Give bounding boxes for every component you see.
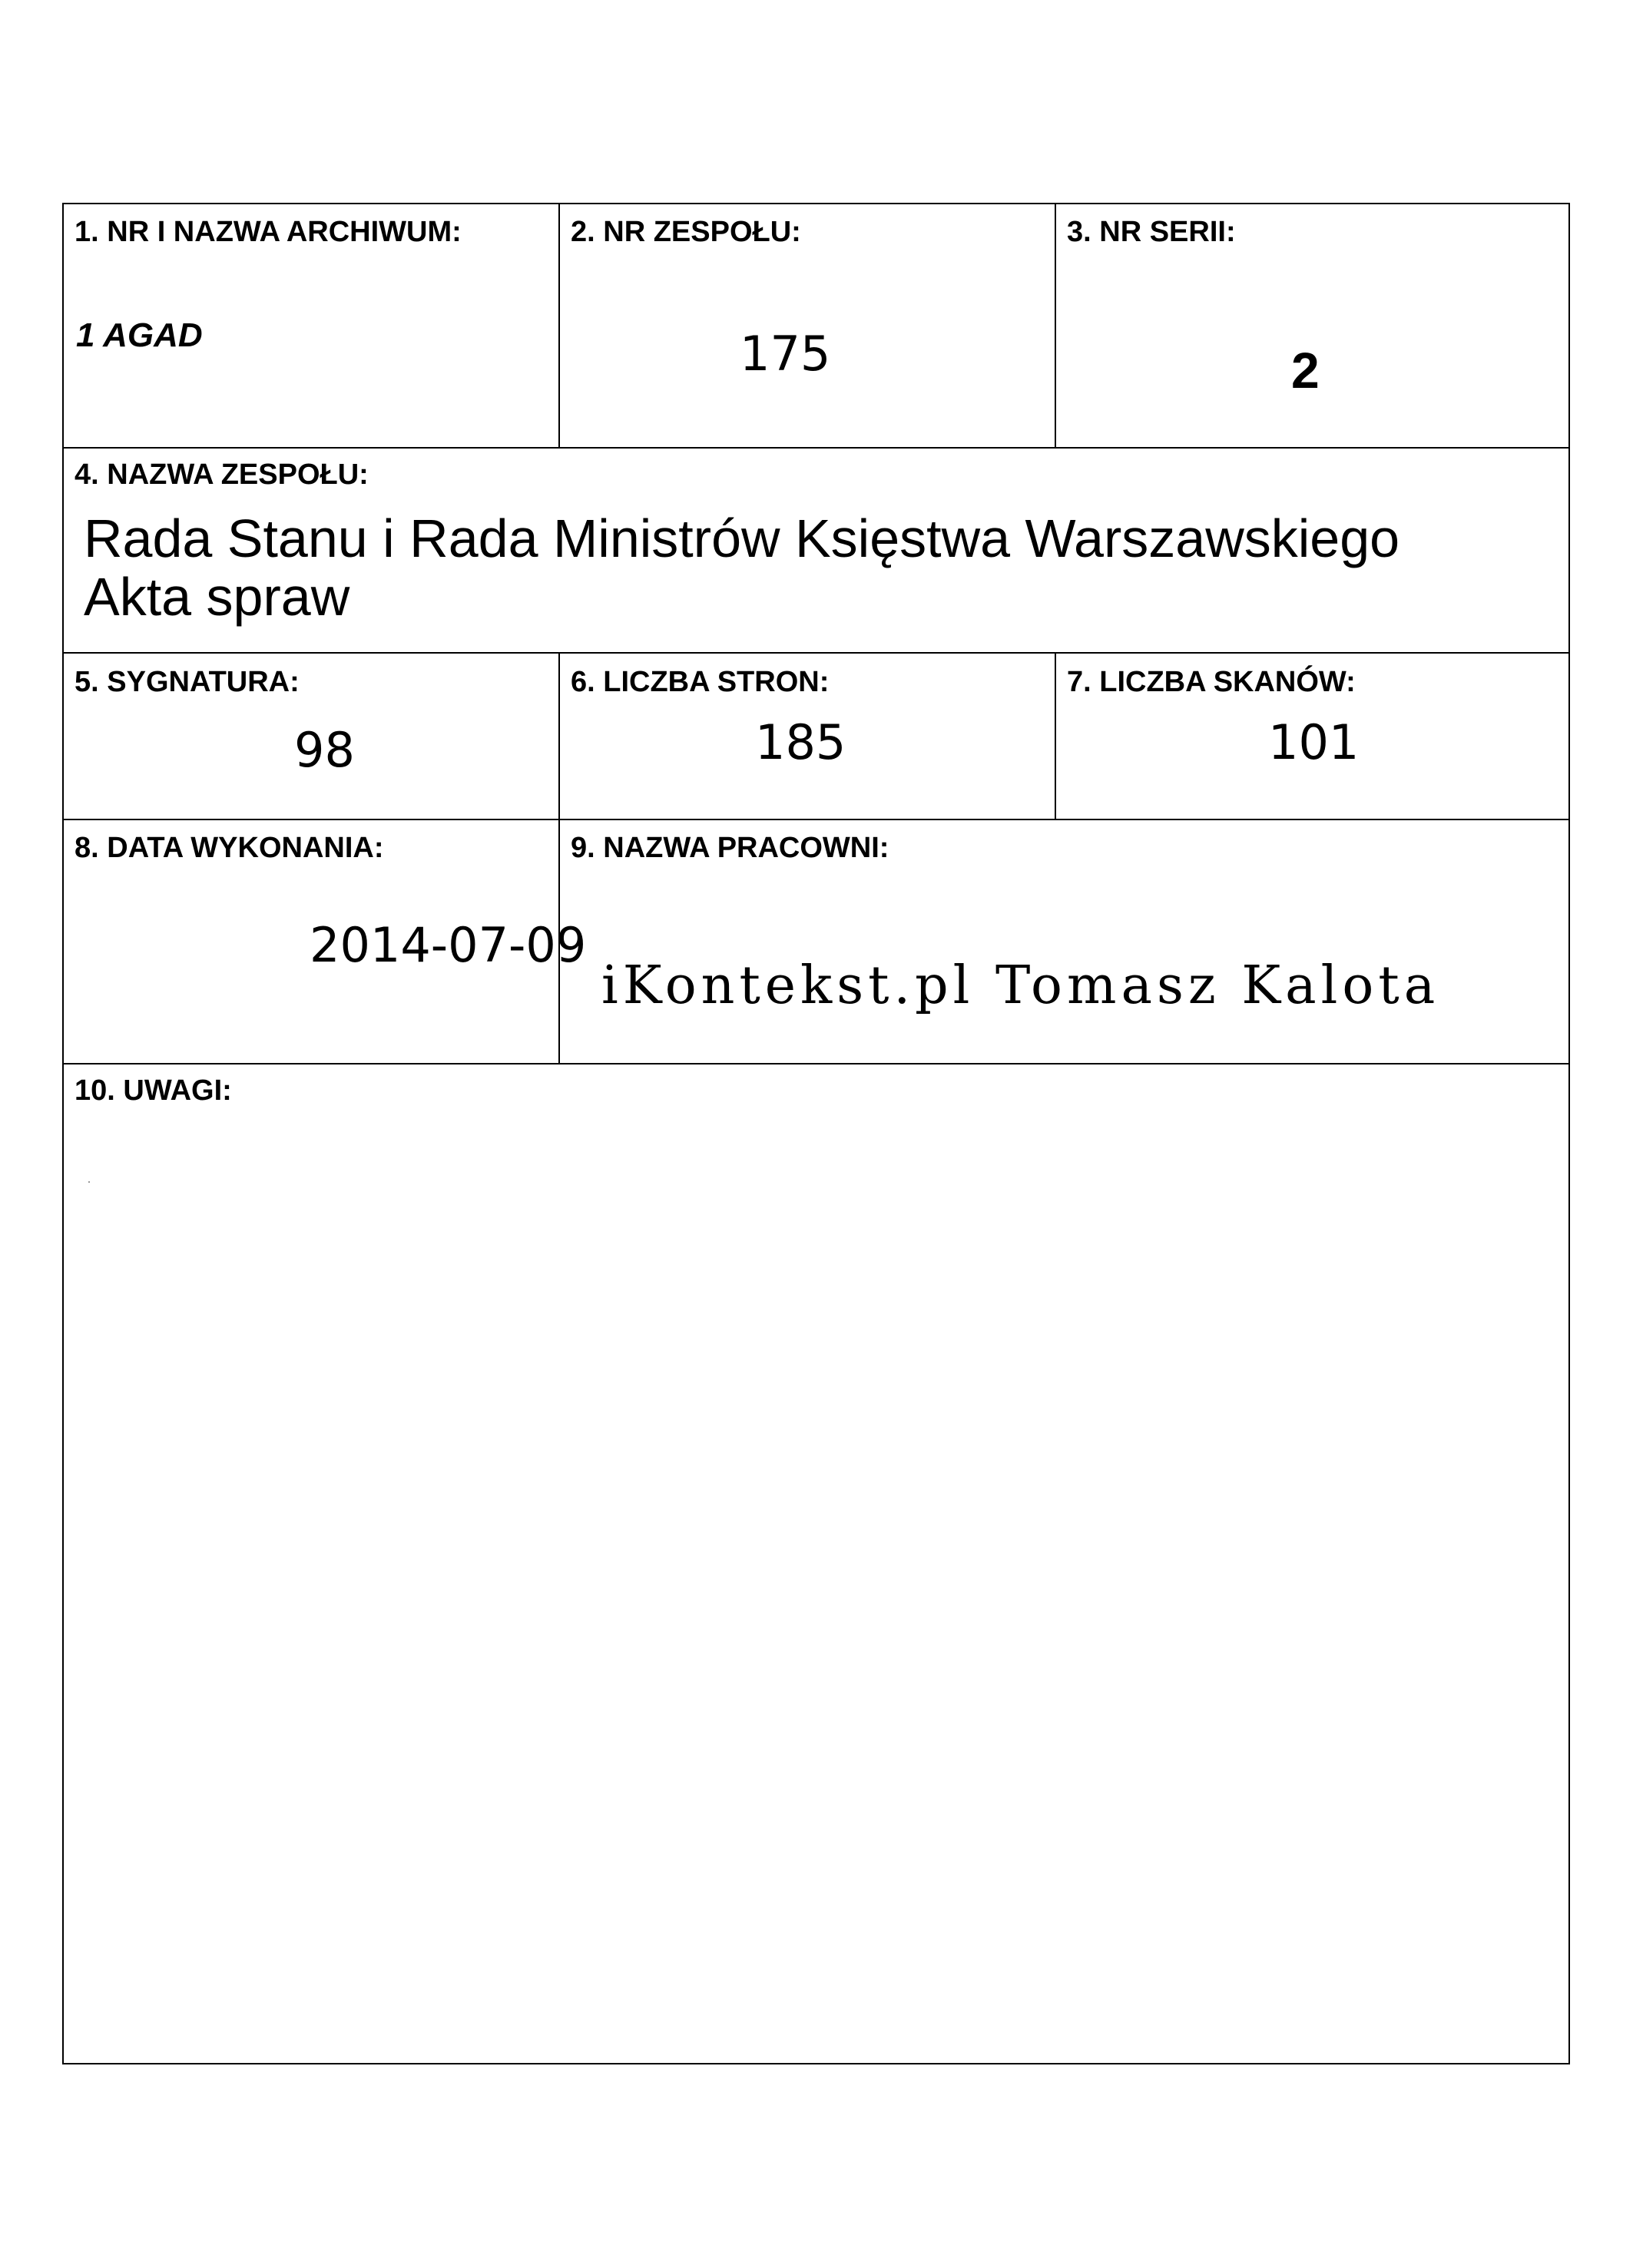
fonds-number-value: 175 — [740, 326, 831, 382]
scan-count-value: 101 — [1268, 714, 1360, 770]
fonds-number-label: 2. NR ZESPOŁU: — [571, 216, 801, 248]
remarks-label: 10. UWAGI: — [75, 1074, 232, 1107]
series-number-value: 2 — [1291, 342, 1320, 399]
metadata-form — [62, 203, 1570, 2064]
page-count-label: 6. LICZBA STRON: — [571, 666, 830, 698]
row-divider-3 — [64, 819, 1568, 820]
signature-value: 98 — [294, 722, 355, 778]
fonds-name-value-line2: Akta spraw — [84, 567, 350, 627]
col-divider-row1-b — [1055, 204, 1056, 449]
fonds-name-value-line1: Rada Stanu i Rada Ministrów Księstwa Warszawskiego — [84, 508, 1400, 568]
scan-speck — [88, 1181, 90, 1183]
row-divider-2 — [64, 652, 1568, 654]
scan-count-label: 7. LICZBA SKANÓW: — [1067, 666, 1356, 698]
workshop-name-value: iKontekst.pl Tomasz Kalota — [601, 955, 1440, 1016]
fonds-name-label: 4. NAZWA ZESPOŁU: — [75, 459, 369, 491]
row-divider-4 — [64, 1063, 1568, 1064]
completion-date-label: 8. DATA WYKONANIA: — [75, 832, 384, 864]
workshop-name-label: 9. NAZWA PRACOWNI: — [571, 832, 889, 864]
col-divider-row1-a — [558, 204, 560, 449]
archive-value: 1 AGAD — [76, 316, 203, 354]
archive-label: 1. NR I NAZWA ARCHIWUM: — [75, 216, 462, 248]
completion-date-value: 2014-07-09 — [310, 917, 587, 973]
col-divider-row3-b — [1055, 654, 1056, 820]
series-number-label: 3. NR SERII: — [1067, 216, 1236, 248]
signature-label: 5. SYGNATURA: — [75, 666, 300, 698]
col-divider-row3-a — [558, 654, 560, 820]
row-divider-1 — [64, 447, 1568, 449]
page-count-value: 185 — [755, 714, 846, 770]
